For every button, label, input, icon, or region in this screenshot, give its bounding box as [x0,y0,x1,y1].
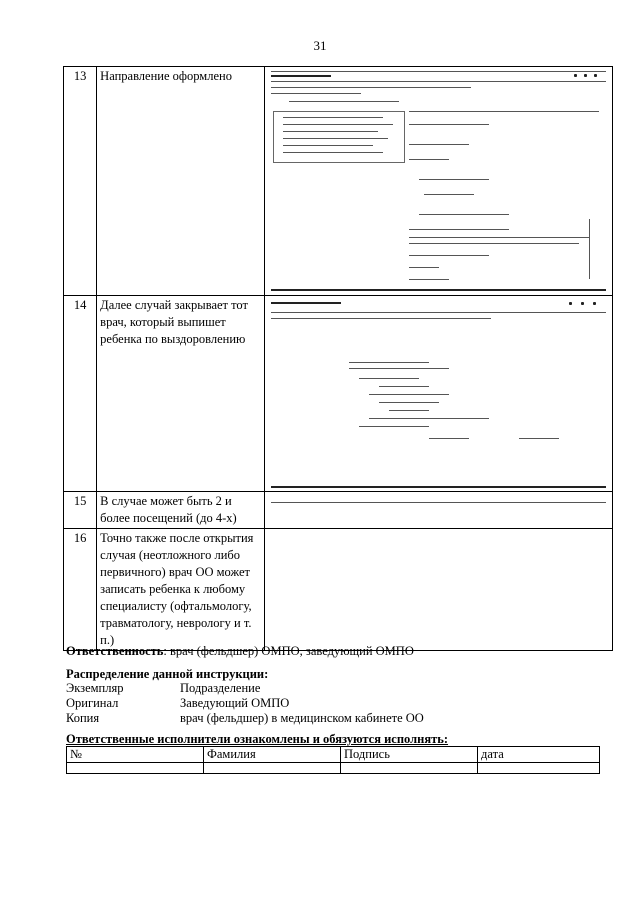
column-header-signature: Подпись [341,747,478,763]
step-number: 16 [64,529,97,651]
blank-cell [478,763,600,774]
step-description: Далее случай закрывает тот врач, который выпишет ребенка по выздоровлению [97,296,265,492]
blank-cell [204,763,341,774]
acknowledgement-header-row [67,747,600,763]
blank-cell [341,763,478,774]
acknowledgement-blank-row [67,763,600,774]
distribution-value: Заведующий ОМПО [180,696,290,710]
responsibility-label: Ответственность [66,644,164,658]
distribution-row [66,711,424,726]
step-row-13 [64,67,613,296]
acknowledgement-table [66,746,600,774]
column-header-surname: Фамилия [204,747,341,763]
step-number: 15 [64,492,97,529]
distribution-row [66,696,424,711]
distribution-key: Оригинал [66,696,119,710]
step-description: Направление оформлено [97,67,265,296]
step-description: Точно также после открытия случая (неотложного либо первичного) врач ОО может записать ребенка к любому специалисту (офтальмологу, травматологу, неврологу и т. п.) [97,529,265,651]
screenshot-case-close [269,298,608,489]
step-screenshot [265,296,613,492]
acknowledgement-title: Ответственные исполнители ознакомлены и обязуются исполнять: [66,732,449,746]
step-row-14 [64,296,613,492]
step-row-16 [64,529,613,651]
step-description: В случае может быть 2 и более посещений (до 4-х) [97,492,265,529]
step-number: 14 [64,296,97,492]
step-screenshot [265,492,613,529]
distribution-key: Копия [66,711,100,725]
column-header-number: № [67,747,204,763]
screenshot-visits [269,494,608,526]
step-number: 13 [64,67,97,296]
distribution-list [66,681,424,726]
distribution-title: Распределение данной инструкции: [66,667,269,681]
column-header-date: дата [478,747,600,763]
distribution-row [66,681,424,696]
responsibility-line [66,644,414,659]
step-screenshot [265,67,613,296]
distribution-value: Подразделение [180,681,261,695]
blank-cell [67,763,204,774]
step-screenshot [265,529,613,651]
responsibility-value: : врач (фельдшер) ОМПО, заведующий ОМПО [163,644,414,658]
instruction-steps-table [63,66,613,651]
distribution-value: врач (фельдшер) в медицинском кабинете ОО [180,711,424,725]
screenshot-referral-form [269,69,608,293]
step-row-15 [64,492,613,529]
distribution-key: Экземпляр [66,681,124,695]
page-number: 31 [313,38,327,53]
screenshot-specialist-booking [269,531,608,648]
